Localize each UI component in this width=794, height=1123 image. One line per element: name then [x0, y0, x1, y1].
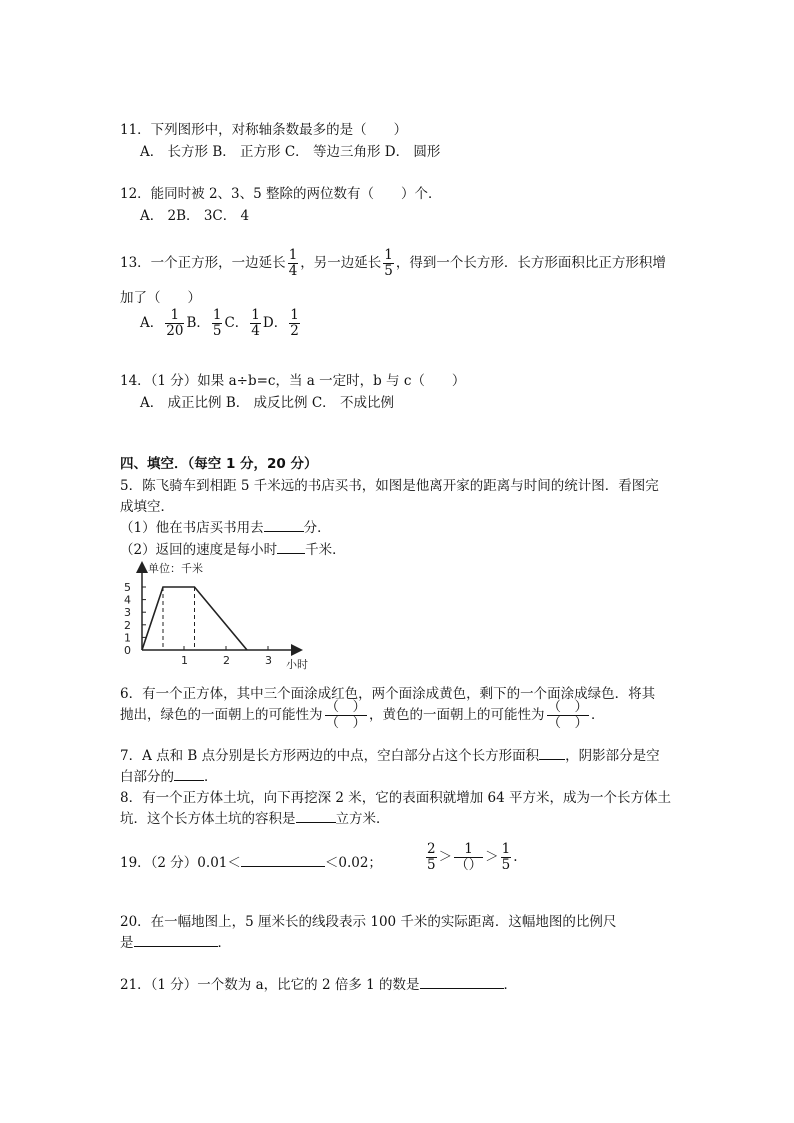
- x-tick-label: 3: [265, 654, 272, 667]
- option-c-label: C．: [224, 314, 249, 331]
- q19-text-b: ＜0.02；: [324, 855, 382, 871]
- answer-blank[interactable]: [241, 852, 325, 867]
- greater-than: ＞: [485, 848, 499, 865]
- answer-blank[interactable]: [277, 539, 305, 554]
- q6-line1: 6．有一个正方体，其中三个面涂成红色，两个面涂成黄色，剩下的一个面涂成绿色．将其: [120, 686, 656, 702]
- q11-stem: 11．下列图形中，对称轴条数最多的是（ ）: [120, 122, 408, 138]
- q13-stem: [120, 248, 666, 279]
- q8-text-b: 立方米．: [335, 811, 390, 827]
- q7-line2: [120, 765, 218, 785]
- q21-text-a: 21．（1 分）一个数为 a，比它的 2 倍多 1 的数是: [120, 977, 420, 993]
- q5-line2: 成填空．: [120, 499, 174, 515]
- q8-line1: 8．有一个正方体土坑，向下再挖深 2 米，它的表面积就增加 64 平方米，成为一个长方体土: [120, 790, 672, 806]
- fraction: $\frac{1}{5}$: [501, 841, 511, 873]
- x-axis-label: 小时: [286, 658, 308, 671]
- q7-text-d: ．: [204, 769, 218, 785]
- q20-line2: [120, 931, 231, 951]
- q5-line1: 5．陈飞骑车到相距 5 千米远的书店买书，如图是他离开家的距离与时间的统计图．看图完: [120, 478, 659, 494]
- y-tick-label: 5: [124, 581, 131, 594]
- fraction-blank[interactable]: $\frac{( )}{( )}$: [547, 699, 588, 731]
- q19-text-a: 19．（2 分）0.01＜: [120, 855, 241, 871]
- x-tick-label: 1: [181, 654, 188, 667]
- q5-sub1-text: （1）他在书店买书用去: [120, 520, 264, 536]
- option-d-label: D．: [262, 314, 288, 331]
- y-tick-label: 1: [124, 631, 131, 645]
- q6-text-c: ．: [591, 706, 605, 723]
- fraction: $\frac{1}{2}$: [290, 307, 299, 339]
- greater-than: ＞: [438, 848, 453, 865]
- q7-text-a: 7．A 点和 B 点分别是长方形两边的中点，空白部分占这个长方形面积: [120, 748, 540, 764]
- fraction: $\frac{1}{20}$: [166, 307, 184, 339]
- q20-line1: 20．在一幅地图上，5 厘米长的线段表示 100 千米的实际距离．这幅地图的比例尺: [120, 914, 617, 930]
- q20-text-a: 是: [120, 935, 134, 951]
- fraction: $\frac{1}{4}$: [288, 247, 298, 279]
- x-tick-label: 2: [223, 654, 230, 667]
- q11-options: A． 长方形 B． 正方形 C． 等边三角形 D． 圆形: [140, 144, 441, 160]
- y-tick-label: 0: [124, 644, 131, 657]
- q13-stem-b: ，另一边延长: [300, 254, 382, 271]
- q13-stem-c: ，得到一个长方形．长方形面积比正方形积增: [395, 254, 666, 271]
- q19-fraction-inequality: [424, 842, 517, 873]
- q6-text-a: 抛出，绿色的一面朝上的可能性为: [120, 706, 323, 723]
- q7-line1: [120, 744, 660, 764]
- q7-text-b: ，阴影部分是空: [565, 748, 660, 764]
- q6-text-b: ，黄色的一面朝上的可能性为: [369, 706, 545, 723]
- q12-stem: 12．能同时被 2、3、5 整除的两位数有（ ）个．: [120, 186, 442, 202]
- period: .: [513, 848, 518, 865]
- q13-stem-line2: 加了（ ）: [120, 290, 201, 306]
- q8-line2: [120, 807, 390, 827]
- answer-blank[interactable]: [134, 932, 218, 947]
- section-heading: 四、填空．（每空 1 分，20 分）: [120, 456, 318, 472]
- answer-blank[interactable]: [420, 974, 504, 989]
- fraction: $\frac{1}{5}$: [384, 247, 393, 279]
- q14-stem: 14．（1 分）如果 a÷b=c，当 a 一定时，b 与 c（ ）: [120, 373, 466, 389]
- fraction: $\frac{1}{4}$: [251, 307, 260, 339]
- answer-blank[interactable]: [264, 517, 304, 532]
- q14-options: A． 成正比例 B． 成反比例 C． 不成比例: [140, 395, 394, 411]
- q5-sub2-unit: 千米．: [305, 542, 346, 558]
- q21-text-b: ．: [503, 977, 517, 993]
- q5-sub2-text: （2）返回的速度是每小时: [120, 542, 278, 558]
- distance-time-chart: [118, 558, 330, 673]
- q12-options: A． 2B． 3C． 4: [140, 208, 250, 224]
- q6-line2: [120, 700, 605, 731]
- y-axis-label: 单位：千米: [148, 562, 203, 575]
- answer-blank[interactable]: [174, 766, 204, 781]
- fraction-blank[interactable]: $\frac{1}{()}$: [455, 841, 483, 873]
- q5-sub1: [120, 516, 331, 536]
- q19-stem: [120, 851, 382, 871]
- q13-options: [120, 308, 302, 339]
- q8-text-a: 坑．这个长方体土坑的容积是: [120, 811, 296, 827]
- q21-stem: [120, 973, 517, 993]
- fraction-blank[interactable]: $\frac{( )}{( )}$: [325, 699, 366, 731]
- fraction: $\frac{1}{5}$: [212, 307, 222, 339]
- option-b-label: B．: [186, 314, 210, 331]
- q7-text-c: 白部分的: [120, 769, 174, 785]
- answer-blank[interactable]: [296, 808, 336, 823]
- y-tick-label: 4: [124, 593, 131, 607]
- q5-sub2: [120, 538, 346, 558]
- q5-sub1-unit: 分．: [303, 520, 331, 536]
- q13-stem-a: 13．一个正方形，一边延长: [120, 254, 286, 271]
- fraction: $\frac{2}{5}$: [427, 841, 436, 873]
- q20-text-b: ．: [217, 935, 231, 951]
- answer-blank[interactable]: [539, 745, 565, 760]
- y-tick-label: 2: [124, 618, 131, 632]
- option-a-label: A．: [140, 314, 164, 331]
- y-tick-label: 3: [124, 606, 131, 620]
